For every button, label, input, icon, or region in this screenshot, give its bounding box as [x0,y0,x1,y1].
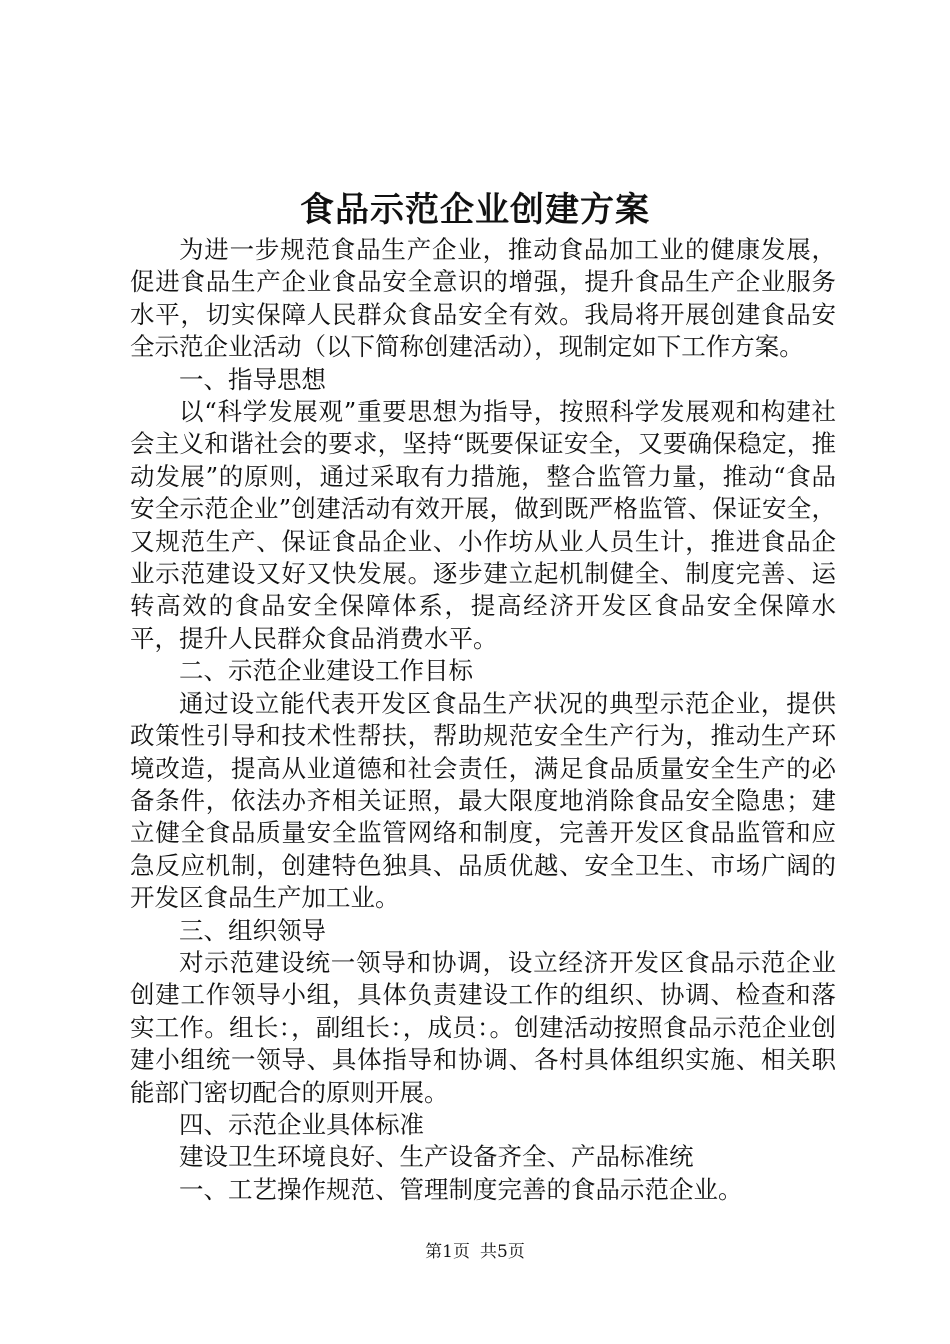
document-body [130,234,836,1206]
section-heading-leadership: 三、组织领导 [179,915,326,945]
section-heading-goals: 二、示范企业建设工作目标 [179,656,473,686]
leadership-paragraph: 对示范建设统一领导和协调，设立经济开发区食品示范企业创建工作领导小组，具体负责建设工作的组织、协调、检查和落实工作。组长：，副组长：，成员：。创建活动按照食品示范企业创建小组统一领导、具体指导和协调、各村具体组织实施、相关职能部门密切配合的原则开展。 [130,947,836,1107]
standards-line-2: 一、工艺操作规范、管理制度完善的食品示范企业。 [179,1174,743,1204]
document-title: 食品示范企业创建方案 [300,190,650,230]
page-footer [0,1240,950,1264]
page-total: 共5页 [480,1242,525,1262]
section-heading-standards: 四、示范企业具体标准 [179,1109,424,1139]
standards-line-1: 建设卫生环境良好、生产设备齐全、产品标准统 [179,1142,694,1172]
section-heading-guiding-thought: 一、指导思想 [179,364,326,394]
goals-paragraph: 通过设立能代表开发区食品生产状况的典型示范企业，提供政策性引导和技术性帮扶，帮助规范安全生产行为，推动生产环境改造，提高从业道德和社会责任，满足食品质量安全生产的必备条件，依法办齐相关证照，最大限度地消除食品安全隐患；建立健全食品质量安全监管网络和制度，完善开发区食品监管和应急反应机制，创建特色独具、品质优越、安全卫生、市场广阔的开发区食品生产加工业。 [130,688,836,913]
page-number: 第1页 [425,1242,470,1262]
guiding-thought-paragraph: 以“科学发展观”重要思想为指导，按照科学发展观和构建社会主义和谐社会的要求，坚持“既要保证安全，又要确保稳定，推动发展”的原则，通过采取有力措施，整合监管力量，推动“食品安全示范企业”创建活动有效开展，做到既严格监管、保证安全，又规范生产、保证食品企业、小作坊从业人员生计，推进食品企业示范建设又好又快发展。逐步建立起机制健全、制度完善、运转高效的食品安全保障体系，提高经济开发区食品安全保障水平，提升人民群众食品消费水平。 [130,397,836,653]
intro-paragraph: 为进一步规范食品生产企业，推动食品加工业的健康发展，促进食品生产企业食品安全意识的增强，提升食品生产企业服务水平，切实保障人民群众食品安全有效。我局将开展创建食品安全示范企业活动（以下简称创建活动），现制定如下工作方案。 [130,235,836,362]
